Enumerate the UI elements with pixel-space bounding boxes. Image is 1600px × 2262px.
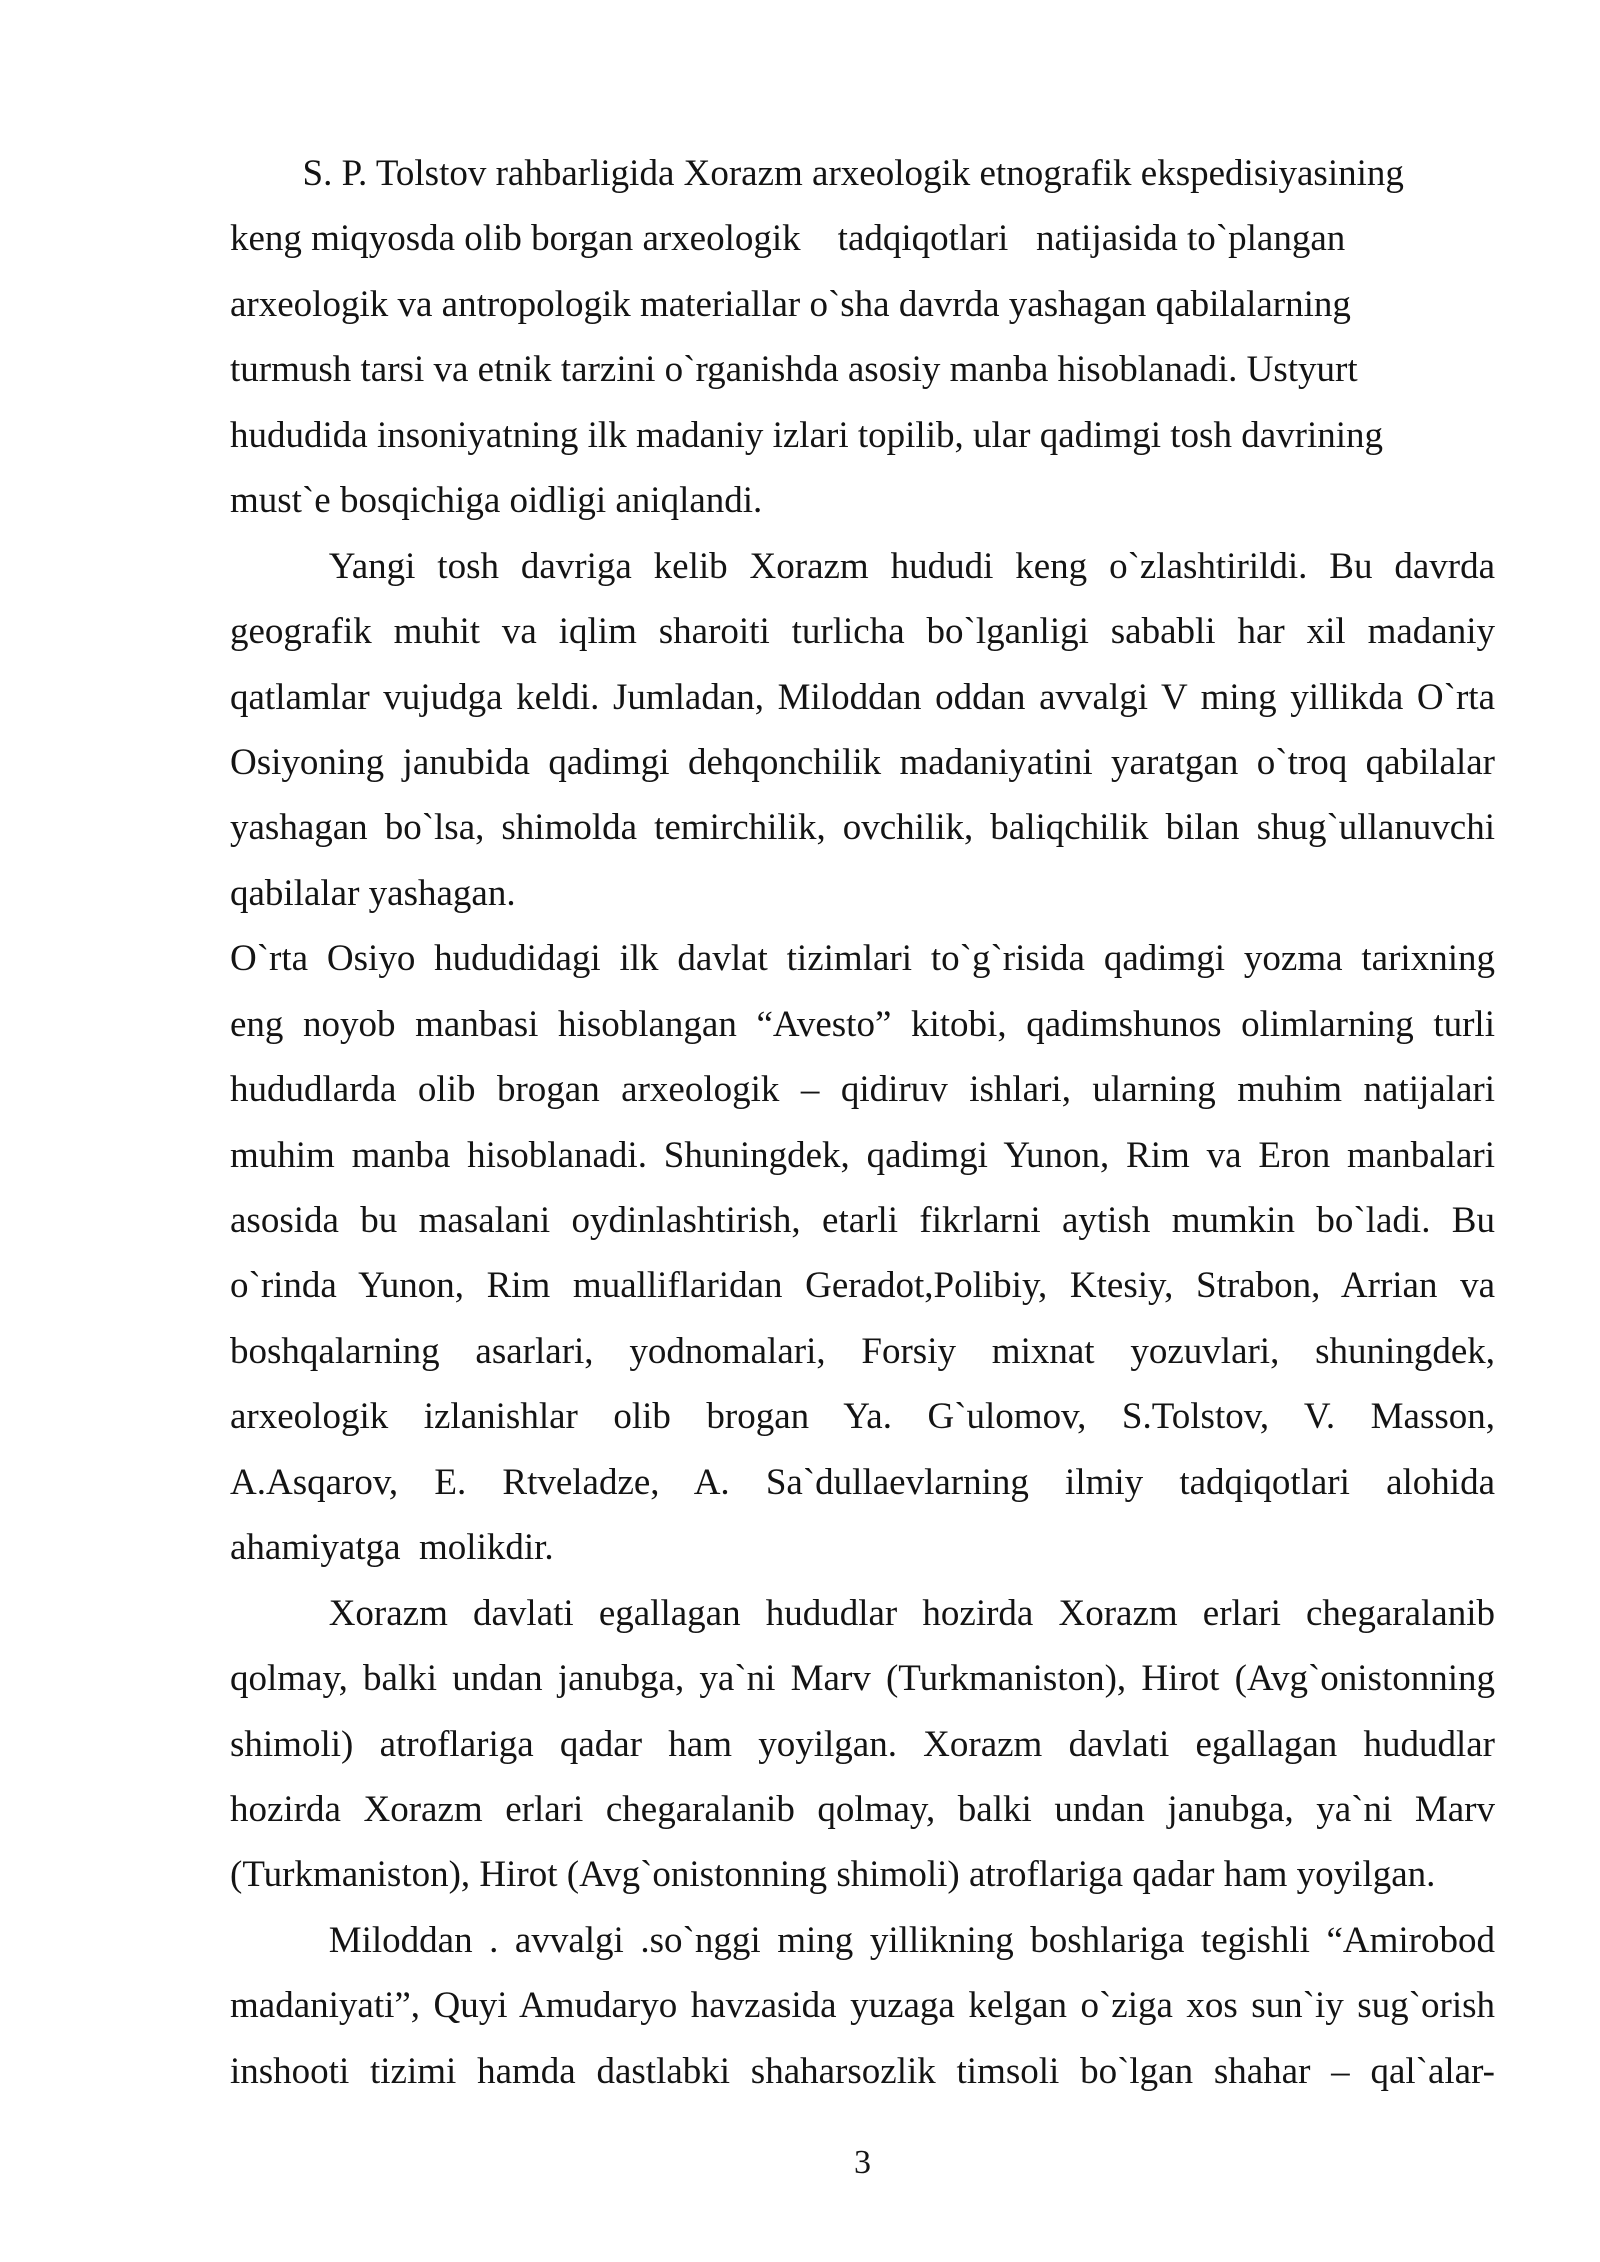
paragraph-line: yashagan bo`lsa, shimolda temirchilik, ovchilik, baliqchilik bilan shug`ullanuvchi <box>230 807 1495 849</box>
paragraph-line: hozirda Xorazm erlari chegaralanib qolmay, balki undan janubga, ya`ni Marv <box>230 1788 1495 1830</box>
paragraph-2 <box>230 534 1495 927</box>
paragraph-line: Xorazm davlati egallagan hududlar hozirda Xorazm erlari chegaralanib <box>328 1592 1495 1634</box>
body-text <box>230 141 1495 2104</box>
paragraph-line: eng noyob manbasi hisoblangan “Avesto” kitobi, qadimshunos olimlarning turli <box>230 1003 1495 1045</box>
paragraph-line: arxeologik va antropologik materiallar o`sha davrda yashagan qabilalarning <box>230 283 1351 325</box>
paragraph-line: must`e bosqichiga oidligi aniqlandi. <box>230 480 763 522</box>
paragraph-line: arxeologik izlanishlar olib brogan Ya. G`ulomov, S.Tolstov, V. Masson, <box>230 1396 1495 1438</box>
paragraph-4 <box>230 1581 1495 1908</box>
paragraph-5 <box>230 1908 1495 2104</box>
paragraph-line: inshooti tizimi hamda dastlabki shaharsozlik timsoli bo`lgan shahar – qal`alar- <box>230 2050 1495 2092</box>
paragraph-line: o`rinda Yunon, Rim mualliflaridan Geradot,Polibiy, Ktesiy, Strabon, Arrian va <box>230 1265 1495 1307</box>
paragraph-line: qatlamlar vujudga keldi. Jumladan, Miloddan oddan avvalgi V ming yillikda O`rta <box>230 676 1495 718</box>
paragraph-line: keng miqyosda olib borgan arxeologik tadqiqotlari natijasida to`plangan <box>230 218 1346 260</box>
paragraph-line: A.Asqarov, E. Rtveladze, A. Sa`dullaevlarning ilmiy tadqiqotlari alohida <box>230 1461 1495 1503</box>
paragraph-line: O`rta Osiyo hududidagi ilk davlat tizimlari to`g`risida qadimgi yozma tarixning <box>230 938 1495 980</box>
paragraph-line: qabilalar yashagan. <box>230 872 516 914</box>
paragraph-line: hududida insoniyatning ilk madaniy izlari topilib, ular qadimgi tosh davrining <box>230 414 1383 456</box>
paragraph-line: boshqalarning asarlari, yodnomalari, Forsiy mixnat yozuvlari, shuningdek, <box>230 1330 1495 1372</box>
paragraph-line: geografik muhit va iqlim sharoiti turlicha bo`lganligi sababli har xil madaniy <box>230 611 1495 653</box>
paragraph-line: Miloddan . avvalgi .so`nggi ming yillikning boshlariga tegishli “Amirobod <box>328 1919 1495 1961</box>
paragraph-line: qolmay, balki undan janubga, ya`ni Marv (Turkmaniston), Hirot (Avg`onistonning <box>230 1658 1495 1700</box>
paragraph-line: ahamiyatga molikdir. <box>230 1527 554 1569</box>
paragraph-line: shimoli) atroflariga qadar ham yoyilgan. Xorazm davlati egallagan hududlar <box>230 1723 1495 1765</box>
page-number: 3 <box>854 2144 871 2181</box>
paragraph-3 <box>230 926 1495 1580</box>
paragraph-line: Yangi tosh davriga kelib Xorazm hududi keng o`zlashtirildi. Bu davrda <box>328 545 1495 587</box>
paragraph-line: S. P. Tolstov rahbarligida Xorazm arxeologik etnografik ekspedisiyasining <box>302 153 1404 194</box>
paragraph-line: asosida bu masalani oydinlashtirish, etarli fikrlarni aytish mumkin bo`ladi. Bu <box>230 1200 1495 1241</box>
paragraph-line: hududlarda olib brogan arxeologik – qidiruv ishlari, ularning muhim natijalari <box>230 1069 1495 1111</box>
paragraph-line: (Turkmaniston), Hirot (Avg`onistonning shimoli) atroflariga qadar ham yoyilgan. <box>230 1854 1436 1896</box>
paragraph-1 <box>230 141 1495 534</box>
paragraph-line: madaniyati”, Quyi Amudaryo havzasida yuzaga kelgan o`ziga xos sun`iy sug`orish <box>230 1985 1495 2027</box>
paragraph-line: muhim manba hisoblanadi. Shuningdek, qadimgi Yunon, Rim va Eron manbalari <box>230 1134 1495 1176</box>
paragraph-line: Osiyoning janubida qadimgi dehqonchilik madaniyatini yaratgan o`troq qabilalar <box>230 741 1495 783</box>
paragraph-line: turmush tarsi va etnik tarzini o`rganishda asosiy manba hisoblanadi. Ustyurt <box>230 349 1358 391</box>
